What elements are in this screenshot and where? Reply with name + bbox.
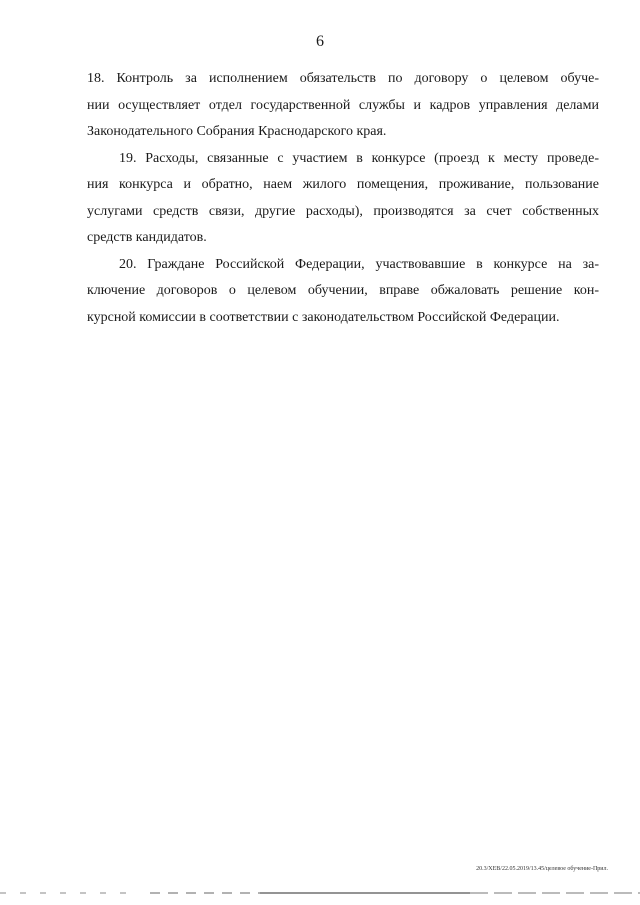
paragraph-line: ния конкурса и обратно, наем жилого помещения, проживание, пользование	[87, 177, 599, 192]
paragraph-line: нии осуществляет отдел государственной службы и кадров управления делами	[87, 97, 599, 113]
paragraph-20	[87, 252, 599, 332]
paragraph-line: ключение договоров о целевом обучении, вправе обжаловать решение кон-	[87, 283, 599, 298]
paragraph-line: курсной комиссии в соответствии с законодательством Российской Федерации.	[87, 309, 560, 325]
page-number: 6	[316, 33, 324, 50]
paragraph-line: средств кандидатов.	[87, 230, 207, 245]
paragraph-line: 19. Расходы, связанные с участием в конкурсе (проезд к месту проведе-	[119, 150, 599, 166]
paragraph-line: Законодательного Собрания Краснодарского края.	[87, 124, 387, 139]
document-body	[87, 66, 599, 331]
scan-edge-artifact	[0, 890, 640, 896]
paragraph-line: 20. Граждане Российской Федерации, участвовавшие в конкурсе на за-	[119, 256, 599, 272]
paragraph-19	[87, 146, 599, 252]
paragraph-line: 18. Контроль за исполнением обязательств по договору о целевом обуче-	[87, 71, 599, 86]
paragraph-18	[87, 66, 599, 146]
paragraph-line: услугами средств связи, другие расходы), производятся за счет собственных	[87, 203, 599, 219]
footer-file-reference: 20.3/ХЕВ/22.05.2019/13.45/целевое обучение-Прил.	[476, 866, 608, 872]
